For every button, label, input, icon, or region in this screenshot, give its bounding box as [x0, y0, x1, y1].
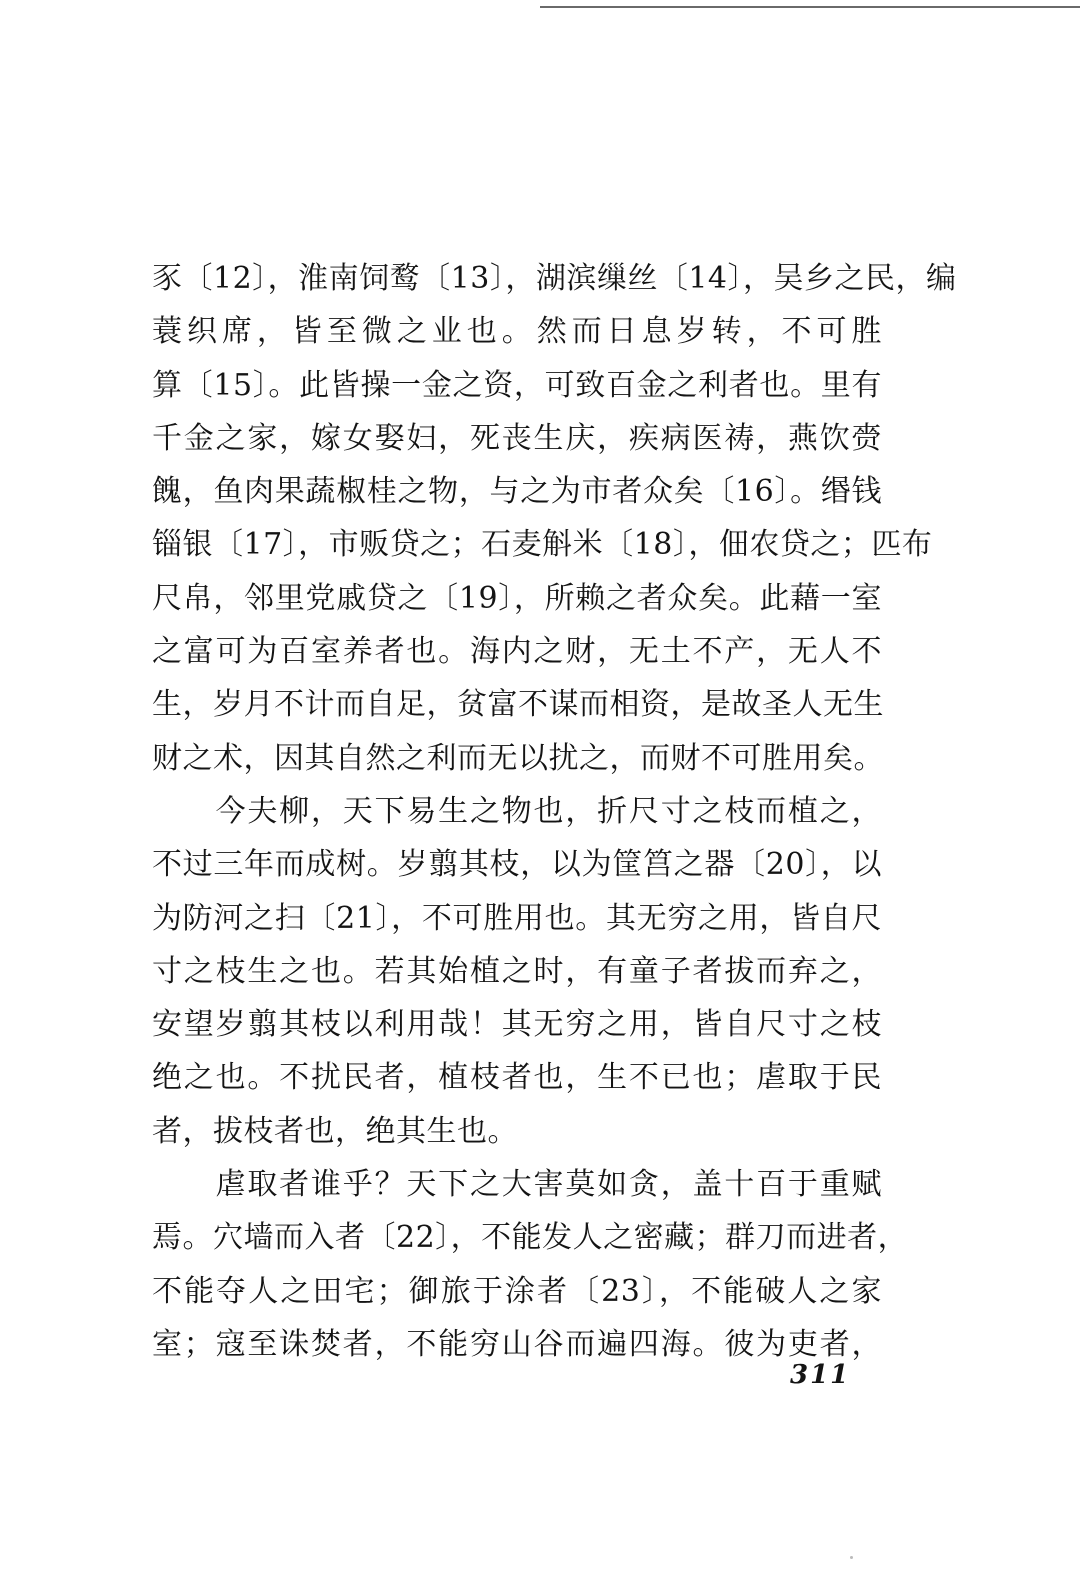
text-line: 绝之也。不扰民者，植枝者也，生不已也；虐取于民 — [152, 1060, 882, 1096]
page-number: 311 — [790, 1360, 851, 1390]
text-line: 不过三年而成树。岁翦其枝，以为筐筥之器〔20〕，以 — [152, 847, 882, 883]
paragraph-start-line: 今夫柳，天下易生之物也，折尺寸之枝而植之， — [152, 793, 882, 829]
text-line: 蓑织席，皆至微之业也。然而日息岁转，不可胜 — [152, 314, 882, 350]
text-line: 寸之枝生之也。若其始植之时，有童子者拔而弃之， — [152, 953, 882, 989]
paragraph-start-line: 虐取者谁乎？天下之大害莫如贪，盖十百于重赋 — [152, 1167, 882, 1203]
text-line: 锱银〔17〕，市贩贷之；石麦斛米〔18〕，佃农贷之；匹布 — [152, 527, 933, 563]
text-line: 财之术，因其自然之利而无以扰之，而财不可胜用矣。 — [152, 740, 884, 776]
text-line: 生，岁月不计而自足，贫富不谋而相资，是故圣人无生 — [152, 687, 884, 723]
text-line: 为防河之扫〔21〕，不可胜用也。其无穷之用，皆自尺 — [152, 900, 882, 936]
text-line: 焉。穴墙而入者〔22〕，不能发人之密藏；群刀而进者， — [152, 1220, 909, 1256]
text-line: 餽，鱼肉果蔬椒桂之物，与之为市者众矣〔16〕。缗钱 — [152, 474, 882, 510]
text-line: 豕〔12〕，淮南饲鹜〔13〕，湖滨缫丝〔14〕，吴乡之民，编 — [152, 261, 957, 296]
text-line: 尺帛，邻里党戚贷之〔19〕，所赖之者众矣。此藉一室 — [152, 580, 882, 616]
top-border-rule — [540, 6, 1080, 8]
text-line: 之富可为百室养者也。海内之财，无土不产，无人不 — [152, 634, 882, 670]
text-line: 不能夺人之田宅；御旅于涂者〔23〕，不能破人之家 — [152, 1273, 882, 1309]
text-line: 算〔15〕。此皆操一金之资，可致百金之利者也。里有 — [152, 367, 882, 403]
body-text — [152, 252, 957, 1371]
text-line: 室；寇至诛焚者，不能穷山谷而遍四海。彼为吏者， — [152, 1326, 882, 1362]
text-line: 安望岁翦其枝以利用哉！其无穷之用，皆自尺寸之枝 — [152, 1007, 882, 1043]
text-line: 千金之家，嫁女娶妇，死丧生庆，疾病医祷，燕饮赍 — [152, 420, 882, 456]
paragraph-end-line: 者，拔枝者也，绝其生也。 — [152, 1113, 518, 1149]
scan-speck — [850, 1556, 853, 1559]
